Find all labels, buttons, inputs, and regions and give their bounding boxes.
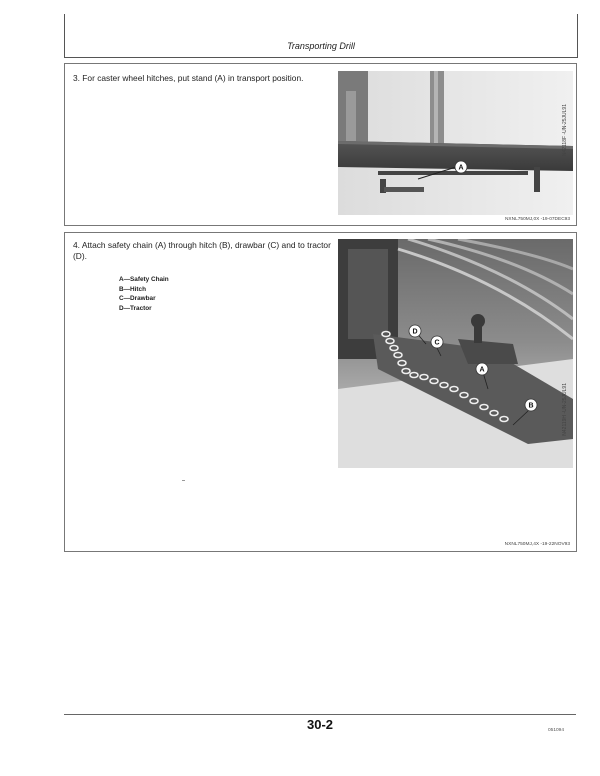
safety-chain-photo (338, 239, 573, 468)
page-number: 30-2 (306, 717, 334, 732)
callout-a-label: A (458, 164, 464, 172)
caster-hitch-photo (338, 71, 573, 215)
header-frame-right (577, 14, 578, 58)
callout-d-label: D (412, 328, 418, 336)
callout-a-label: A (479, 366, 485, 374)
header-frame-left (64, 14, 65, 58)
step-3-photo-id: N42118F -UN-25JUL91 (562, 104, 568, 157)
callout-b-label: B (528, 402, 534, 410)
step-3-section (64, 63, 577, 226)
page-code: 051094 (548, 728, 565, 733)
step-4-section (64, 232, 577, 552)
step-3-text: 3. For caster wheel hitches, put stand (A) in transport position. (73, 73, 304, 83)
step-4-photo-id: N42119H -UN-25JUL91 (562, 383, 568, 436)
page-header-title: Transporting Drill (287, 41, 355, 51)
step-4-footnote: NXNL750MJ,4X -19-22NOV93 (504, 542, 570, 547)
legend-item-hitch: B—Hitch (119, 285, 146, 293)
step-4-legend (119, 275, 169, 313)
safety-chain-illustration (338, 239, 573, 468)
header-rule (64, 57, 578, 58)
scan-speck (182, 480, 185, 481)
caster-hitch-illustration (338, 71, 573, 215)
footer-rule (64, 714, 576, 715)
step-3-footnote: NXNL750MJ,0X -19-07DEC93 (504, 217, 570, 222)
legend-item-safety-chain: A—Safety Chain (119, 276, 169, 283)
legend-item-tractor: D—Tractor (119, 304, 152, 312)
callout-c-label: C (434, 339, 440, 347)
step-4-text: 4. Attach safety chain (A) through hitch (B), drawbar (C) and to tractor (D). (73, 240, 331, 261)
legend-item-drawbar: C—Drawbar (119, 295, 156, 303)
